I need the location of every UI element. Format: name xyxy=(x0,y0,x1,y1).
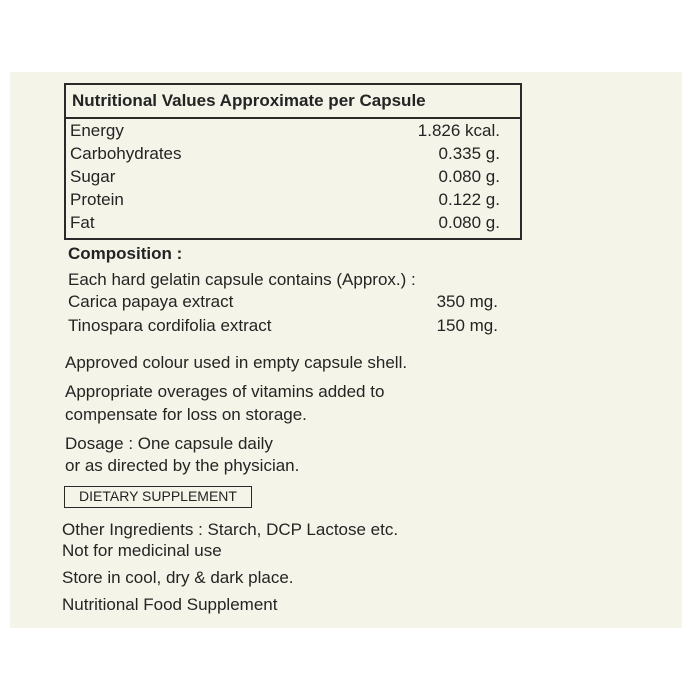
dosage-line-1: Dosage : One capsule daily xyxy=(65,434,273,453)
composition-item-papaya xyxy=(68,290,498,313)
nutrition-row-name: Carbohydrates xyxy=(70,144,182,163)
nutrition-table xyxy=(64,83,522,240)
nutrition-row-fat xyxy=(70,211,500,234)
composition-title: Composition : xyxy=(68,244,183,263)
dosage-line-2: or as directed by the physician. xyxy=(65,456,300,475)
nutrition-row-name: Energy xyxy=(70,121,124,140)
overages-note-line-1: Appropriate overages of vitamins added to xyxy=(65,382,385,401)
nutrition-row-name: Sugar xyxy=(70,167,116,186)
nutrition-row-sugar xyxy=(70,165,500,188)
composition-item-value: 150 mg. xyxy=(436,316,498,335)
product-label xyxy=(10,72,682,628)
composition-intro: Each hard gelatin capsule contains (Approx.) : xyxy=(68,270,416,289)
nutrition-table-title: Nutritional Values Approximate per Capsule xyxy=(66,85,520,119)
composition-item-name: Carica papaya extract xyxy=(68,292,234,311)
nutrition-row-value: 0.122 g. xyxy=(438,190,500,209)
composition-item-value: 350 mg. xyxy=(436,292,498,311)
not-for-medicinal-use: Not for medicinal use xyxy=(62,541,222,560)
nutrition-row-energy xyxy=(70,119,500,142)
nutrition-row-name: Protein xyxy=(70,190,124,209)
colour-note: Approved colour used in empty capsule shell. xyxy=(65,353,408,372)
composition-item-tinospara xyxy=(68,314,498,337)
dietary-supplement-badge: DIETARY SUPPLEMENT xyxy=(64,486,252,508)
nutrition-row-name: Fat xyxy=(70,213,95,232)
nutrition-row-carbohydrates xyxy=(70,142,500,165)
overages-note-line-2: compensate for loss on storage. xyxy=(65,405,307,424)
other-ingredients: Other Ingredients : Starch, DCP Lactose etc. xyxy=(62,520,399,539)
product-category: Nutritional Food Supplement xyxy=(62,595,278,614)
nutrition-row-value: 0.335 g. xyxy=(438,144,500,163)
storage-instructions: Store in cool, dry & dark place. xyxy=(62,568,294,587)
nutrition-row-protein xyxy=(70,188,500,211)
composition-item-name: Tinospara cordifolia extract xyxy=(68,316,272,335)
nutrition-row-value: 0.080 g. xyxy=(438,213,500,232)
nutrition-row-value: 0.080 g. xyxy=(438,167,500,186)
nutrition-row-value: 1.826 kcal. xyxy=(417,121,500,140)
